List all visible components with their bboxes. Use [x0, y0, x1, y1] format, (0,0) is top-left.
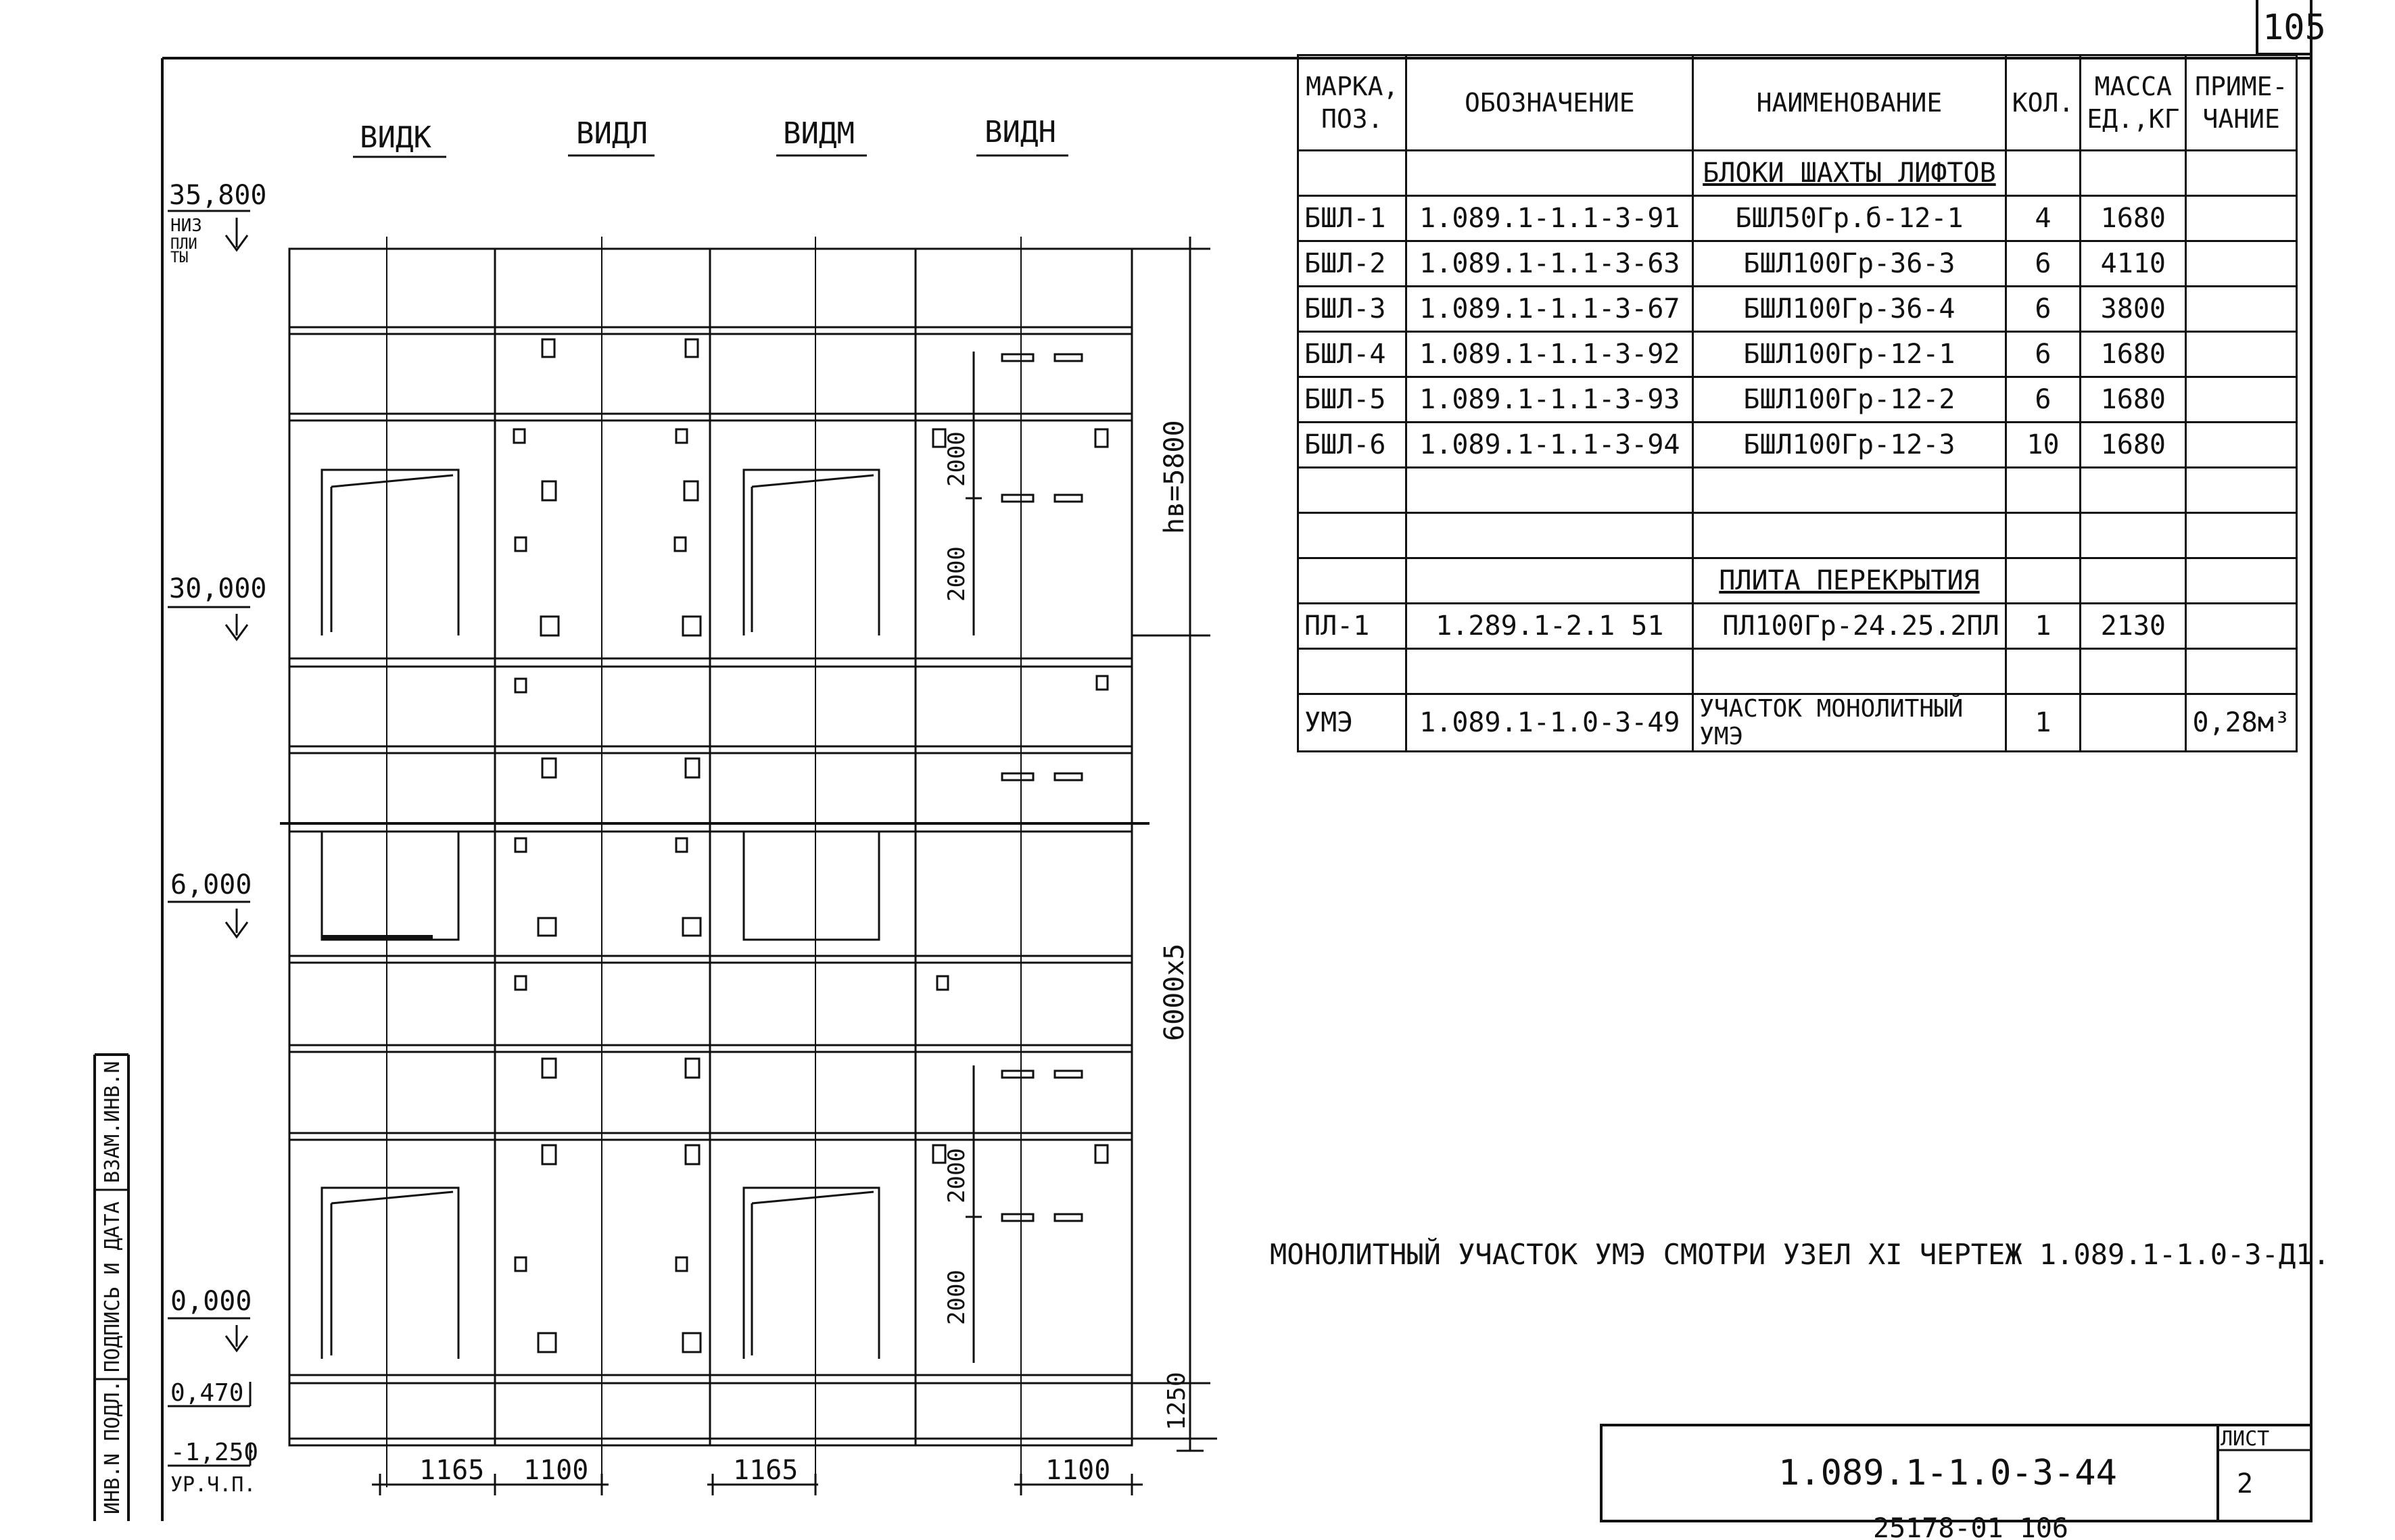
dim-span: 6000x5	[1159, 943, 1190, 1041]
side-label-sign: ПОДПИСЬ И ДАТА	[101, 1201, 124, 1372]
side-label-repl: ВЗАМ.ИНВ.N	[101, 1061, 124, 1183]
view-label-m: ВИДМ	[783, 116, 855, 151]
dim-2000-d: 2000	[943, 1270, 970, 1325]
side-label-inv: ИНВ.N ПОДЛ.	[101, 1380, 124, 1514]
table-row: БШЛ-4 1.089.1-1.1-3-92 БШЛ100Гр-12-1 6 1680	[1298, 332, 2297, 377]
level-minus-0470: 0,470	[170, 1379, 244, 1407]
col-qty: КОЛ.	[2006, 55, 2081, 151]
level-30: 30,000	[169, 573, 267, 604]
level-0: 0,000	[170, 1286, 252, 1317]
section-row	[1298, 151, 2297, 196]
level-minus-1250: -1,250	[170, 1439, 259, 1466]
dim-2000-c: 2000	[943, 1148, 970, 1203]
view-label-n: ВИДН	[985, 115, 1056, 149]
elevation-grid	[280, 237, 1149, 1487]
level-marks	[168, 211, 250, 1466]
view-headers	[353, 115, 1068, 157]
bottom-code: 25178-01 106	[1873, 1513, 2068, 1540]
level-6: 6,000	[170, 869, 252, 900]
section-row	[1298, 558, 2297, 604]
table-row: БШЛ-6 1.089.1-1.1-3-94 БШЛ100Гр-12-3 10 1680	[1298, 423, 2297, 468]
table-row-empty	[1298, 649, 2297, 694]
dim-2000-a: 2000	[943, 431, 970, 487]
dimension-2000	[966, 352, 982, 1363]
dim-bottom-1: 1165	[419, 1455, 485, 1486]
level-top-note-2: ПЛИ	[170, 236, 197, 253]
dimension-chain-right	[1132, 237, 1217, 1451]
dim-hb: hв=5800	[1159, 420, 1190, 534]
table-row-empty	[1298, 513, 2297, 558]
table-row: БШЛ-5 1.089.1-1.1-3-93 БШЛ100Гр-12-2 6 1680	[1298, 377, 2297, 423]
monolith-note: МОНОЛИТНЫЙ УЧАСТОК УМЭ СМОТРИ УЗЕЛ XI ЧЕРТЕЖ 1.089.1-1.0-3-Д1.	[1270, 1238, 2330, 1271]
view-label-l: ВИДЛ	[576, 116, 648, 151]
table-row: ПЛ-1 1.289.1-2.1 51 ПЛ100Гр-24.25.2ПЛ 1 2130	[1298, 604, 2297, 649]
view-label-k: ВИДК	[360, 120, 431, 155]
section-shaft: БЛОКИ ШАХТЫ ЛИФТОВ	[1693, 151, 2006, 196]
level-top-note-1: НИЗ	[170, 216, 202, 236]
spec-table	[1297, 54, 2298, 752]
table-row: БШЛ-3 1.089.1-1.1-3-67 БШЛ100Гр-36-4 6 3800	[1298, 287, 2297, 332]
dim-2000-b: 2000	[943, 546, 970, 602]
stamp-sheet-label: ЛИСТ	[2221, 1427, 2270, 1451]
door-openings	[322, 470, 879, 1359]
col-note: ПРИМЕ-ЧАНИЕ	[2186, 55, 2297, 151]
embedded-marks	[514, 339, 1108, 1352]
table-row: БШЛ-1 1.089.1-1.1-3-91 БШЛ50Гр.б-12-1 4 1680	[1298, 196, 2297, 241]
page-number: 105	[2262, 7, 2326, 48]
spec-table-header	[1298, 55, 2297, 151]
dim-bottom-2: 1100	[523, 1455, 589, 1486]
section-slab: ПЛИТА ПЕРЕКРЫТИЯ	[1693, 558, 2006, 604]
dim-bottom-4: 1100	[1045, 1455, 1111, 1486]
table-row: БШЛ-2 1.089.1-1.1-3-63 БШЛ100Гр-36-3 6 4110	[1298, 241, 2297, 287]
dim-bottom-3: 1165	[733, 1455, 799, 1486]
level-top-note-3: ТЫ	[170, 249, 189, 266]
dim-1250: 1250	[1163, 1372, 1191, 1430]
level-top: 35,800	[169, 180, 267, 211]
stamp-sheet-number: 2	[2237, 1468, 2254, 1499]
col-code: ОБОЗНАЧЕНИЕ	[1406, 55, 1693, 151]
level-ground-note: УР.Ч.П.	[170, 1473, 256, 1497]
col-mass: МАССА ЕД.,КГ	[2081, 55, 2186, 151]
stamp-code: 1.089.1-1.0-3-44	[1778, 1453, 2117, 1493]
table-row-empty	[1298, 468, 2297, 513]
col-name: НАИМЕНОВАНИЕ	[1693, 55, 2006, 151]
table-row: УМЭ 1.089.1-1.0-3-49 УЧАСТОК МОНОЛИТНЫЙ УМЭ 1 0,28м³	[1298, 694, 2297, 752]
col-mark: МАРКА, ПОЗ.	[1298, 55, 1406, 151]
